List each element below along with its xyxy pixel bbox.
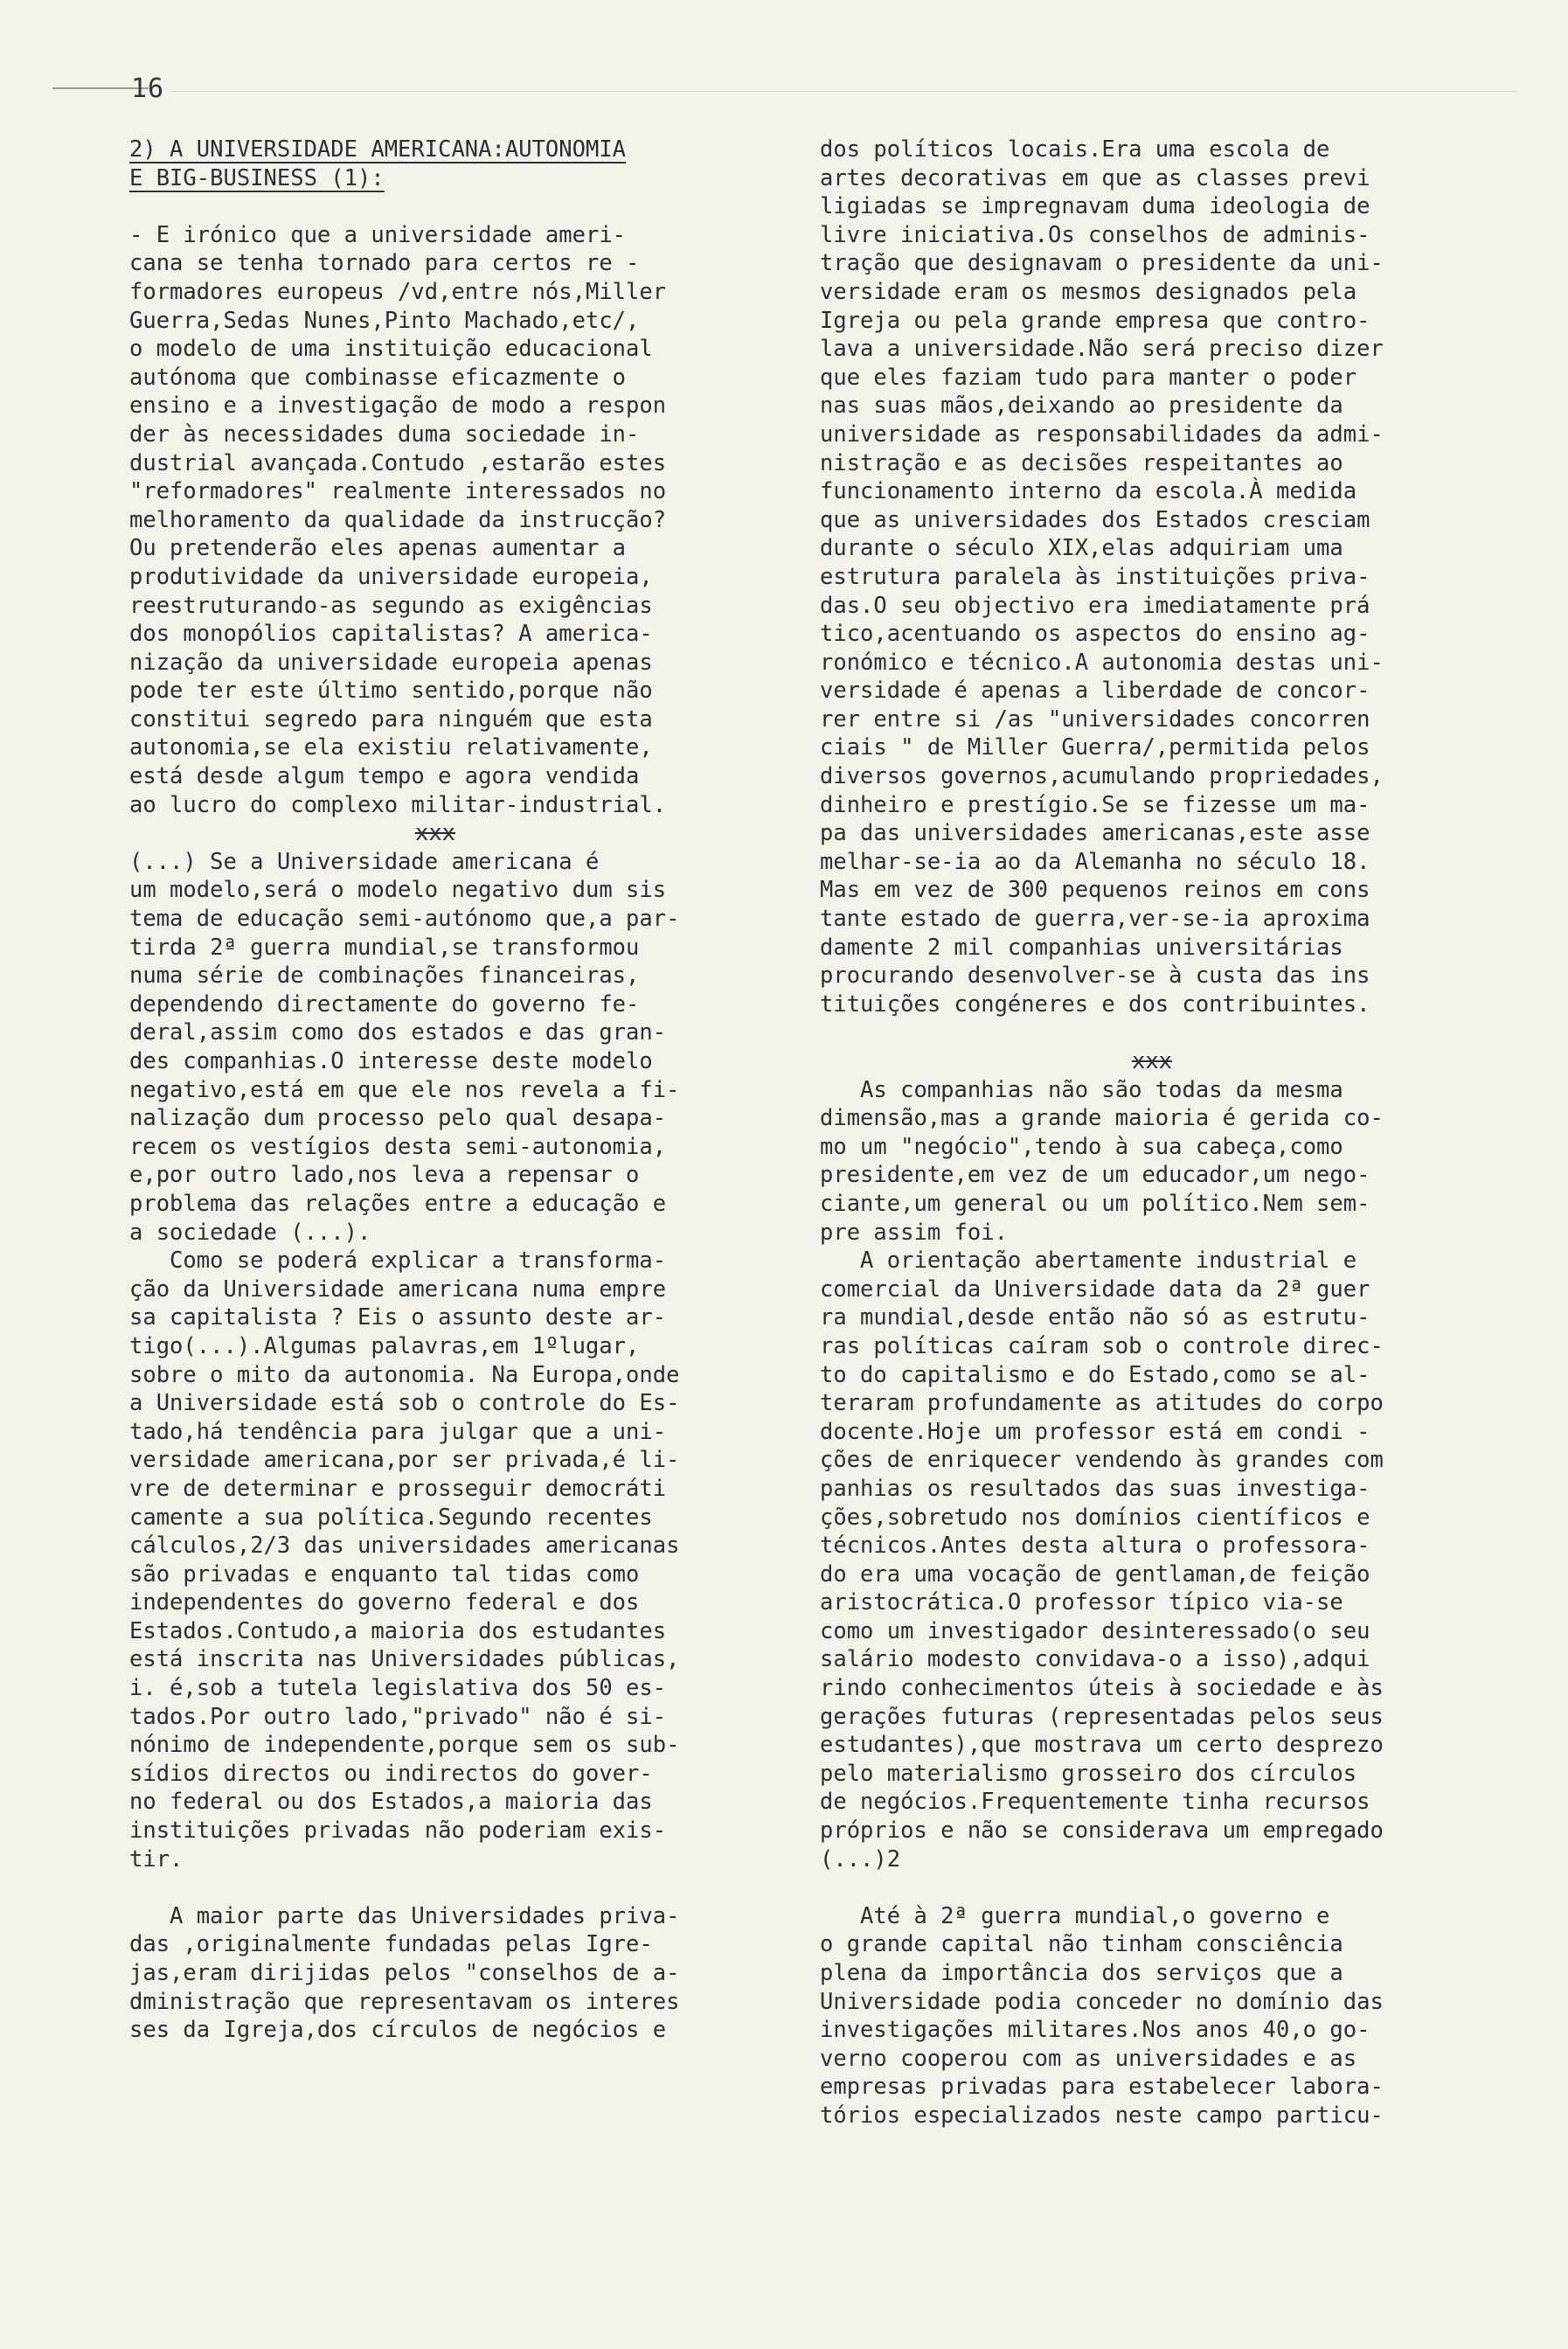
text-line: Mas em vez de 300 pequenos reinos em cons: [820, 877, 1370, 904]
text-line: das.O seu objectivo era imediatamente prá: [820, 592, 1370, 619]
text-line: nónimo de independente,porque sem os sub-: [129, 1732, 680, 1759]
text-line: sa capitalista ? Eis o assunto deste ar-: [129, 1304, 667, 1331]
text-line: dministração que representavam os interes: [129, 1988, 680, 2015]
text-line: está desde algum tempo e agora vendida: [129, 763, 640, 790]
text-line: pre assim foi.: [820, 1219, 1008, 1246]
text-line: negativo,está em que ele nos revela a fi-: [129, 1076, 680, 1103]
text-line: comercial da Universidade data da 2ª guer: [820, 1275, 1370, 1303]
text-line: aristocrática.O professor típico via-se: [820, 1589, 1343, 1616]
section-heading-line: 2) A UNIVERSIDADE AMERICANA:AUTONOMIA: [129, 136, 627, 163]
text-line: presidente,em vez de um educador,um nego-: [820, 1162, 1370, 1189]
text-line: A maior parte das Universidades priva-: [129, 1902, 680, 1929]
text-line: gerações futuras (representadas pelos seus: [820, 1703, 1384, 1730]
text-line: dimensão,mas a grande maioria é gerida co-: [820, 1105, 1384, 1132]
text-line: tados.Por outro lado,"privado" não é si-: [129, 1703, 667, 1730]
text-line: versidade é apenas a liberdade de concor-: [820, 678, 1370, 705]
text-line: ras políticas caíram sob o controle direc-: [820, 1332, 1384, 1359]
text-line: cálculos,2/3 das universidades americanas: [129, 1532, 680, 1560]
text-line: Universidade podia conceder no domínio das: [820, 1988, 1384, 2015]
text-line: i. é,sob a tutela legislativa dos 50 es-: [129, 1675, 667, 1702]
text-line: técnicos.Antes desta altura o professora-: [820, 1532, 1370, 1560]
text-line: ligiadas se impregnavam duma ideologia de: [820, 193, 1370, 220]
text-line: independentes do governo federal e dos: [129, 1589, 640, 1616]
text-line: tado,há tendência para julgar que a uni-: [129, 1418, 667, 1445]
text-line: (...)2: [820, 1845, 901, 1873]
text-line: como um investigador desinteressado(o seu: [820, 1617, 1370, 1644]
text-line: está inscrita nas Universidades públicas,: [129, 1646, 680, 1673]
text-line: empresas privadas para estabelecer labora-: [820, 2074, 1384, 2101]
text-line: ções de enriquecer vendendo às grandes com: [820, 1447, 1384, 1474]
text-line: As companhias não são todas da mesma: [820, 1076, 1343, 1103]
text-line: deral,assim como dos estados e das gran-: [129, 1019, 667, 1046]
text-line: que eles faziam tudo para manter o poder: [820, 364, 1357, 391]
text-line: tigo(...).Algumas palavras,em 1ºlugar,: [129, 1332, 640, 1359]
text-line: rer entre si /as "universidades concorren: [820, 705, 1370, 733]
text-line: tituições congéneres e dos contribuintes.: [820, 990, 1370, 1018]
text-line: "reformadores" realmente interessados no: [129, 478, 667, 505]
text-line: ronómico e técnico.A autonomia destas uni-: [820, 649, 1384, 676]
text-line: ao lucro do complexo militar-industrial.: [129, 791, 667, 818]
text-line: são privadas e enquanto tal tidas como: [129, 1560, 640, 1588]
text-line: investigações militares.Nos anos 40,o go-: [820, 2017, 1370, 2044]
text-line: lava a universidade.Não será preciso dizer: [820, 336, 1384, 363]
text-line: jas,eram dirijidas pelos "conselhos de a-: [129, 1960, 680, 1986]
text-line: vre de determinar e prosseguir democráti: [129, 1475, 667, 1502]
text-line: nistração e as decisões respeitantes ao: [820, 449, 1343, 476]
section-heading-line: E BIG-BUSINESS (1):: [129, 164, 385, 191]
text-line: tico,acentuando os aspectos do ensino ag-: [820, 621, 1370, 648]
blank-line: [820, 1018, 1484, 1047]
section-separator: xxx: [414, 820, 456, 847]
text-line: reestruturando-as segundo as exigências: [129, 592, 653, 619]
text-line: damente 2 mil companhias universitárias: [820, 934, 1343, 961]
text-line: Estados.Contudo,a maioria dos estudantes: [129, 1617, 667, 1644]
text-line: formadores europeus /vd,entre nós,Miller: [129, 278, 667, 305]
text-line: ensino e a investigação de modo a respon: [129, 393, 667, 420]
blank-line: [820, 1873, 1484, 1902]
text-line: numa série de combinações financeiras,: [129, 963, 640, 990]
text-line: Igreja ou pela grande empresa que contro-: [820, 307, 1370, 334]
text-line: ção da Universidade americana numa empre: [129, 1275, 667, 1303]
text-line: dustrial avançada.Contudo ,estarão estes: [129, 449, 667, 476]
text-line: docente.Hoje um professor está em condi -: [820, 1418, 1370, 1445]
text-line: artes decorativas em que as classes previ: [820, 164, 1370, 191]
text-line: verno cooperou com as universidades e as: [820, 2045, 1357, 2072]
text-line: nalização dum processo pelo qual desapa-: [129, 1105, 667, 1132]
text-line: plena da importância dos serviços que a: [820, 1960, 1343, 1986]
section-separator: xxx: [1131, 1048, 1173, 1074]
text-line: A orientação abertamente industrial e: [820, 1247, 1357, 1275]
text-line: camente a sua política.Segundo recentes: [129, 1504, 653, 1531]
text-line: pa das universidades americanas,este asse: [820, 820, 1370, 847]
text-line: estrutura paralela às instituições priva-: [820, 563, 1370, 590]
text-line: panhias os resultados das suas investiga-: [820, 1475, 1370, 1502]
text-line: ra mundial,desde então não só as estrutu-: [820, 1304, 1370, 1331]
text-line: - E irónico que a universidade ameri-: [129, 221, 627, 248]
text-line: ções,sobretudo nos domínios científicos e: [820, 1504, 1370, 1531]
text-line: de negócios.Frequentemente tinha recursos: [820, 1789, 1370, 1816]
text-line: ciante,um general ou um político.Nem sem-: [820, 1190, 1370, 1217]
blank-line: [129, 1873, 741, 1902]
text-line: no federal ou dos Estados,a maioria das: [129, 1789, 653, 1816]
right-column: [820, 136, 1484, 2130]
text-line: (...) Se a Universidade americana é: [129, 848, 600, 875]
text-line: um modelo,será o modelo negativo dum sis: [129, 877, 667, 904]
blank-line: [129, 192, 741, 221]
text-line: rindo conhecimentos úteis à sociedade e às: [820, 1675, 1384, 1702]
text-line: melhar-se-ia ao da Alemanha no século 18.: [820, 848, 1370, 875]
text-line: der às necessidades duma sociedade in-: [129, 420, 640, 448]
text-line: procurando desenvolver-se à custa das ins: [820, 963, 1370, 990]
text-line: salário modesto convidava-o a isso),adqui: [820, 1646, 1370, 1673]
text-line: recem os vestígios desta semi-autonomia,: [129, 1133, 667, 1160]
text-line: tração que designavam o presidente da uni-: [820, 250, 1384, 277]
text-line: produtividade da universidade europeia,: [129, 563, 653, 590]
text-line: autónoma que combinasse eficazmente o: [129, 364, 627, 391]
text-line: nas suas mãos,deixando ao presidente da: [820, 393, 1343, 420]
text-line: livre iniciativa.Os conselhos de adminis-: [820, 221, 1370, 248]
text-line: o modelo de uma instituição educacional: [129, 336, 653, 363]
text-line: tante estado de guerra,ver-se-ia aproxima: [820, 906, 1370, 933]
text-line: durante o século XIX,elas adquiriam uma: [820, 535, 1343, 562]
text-line: autonomia,se ela existiu relativamente,: [129, 734, 653, 761]
text-line: diversos governos,acumulando propriedades,: [820, 763, 1384, 790]
text-line: versidade eram os mesmos designados pela: [820, 278, 1357, 305]
text-line: das ,originalmente fundadas pelas Igre-: [129, 1931, 653, 1958]
text-line: dinheiro e prestígio.Se se fizesse um ma-: [820, 791, 1370, 818]
text-line: ses da Igreja,dos círculos de negócios e: [129, 2017, 667, 2044]
text-line: constitui segredo para ninguém que esta: [129, 705, 653, 733]
text-line: mo um "negócio",tendo à sua cabeça,como: [820, 1133, 1343, 1160]
text-line: Como se poderá explicar a transforma-: [129, 1247, 667, 1275]
text-line: versidade americana,por ser privada,é li-: [129, 1447, 680, 1474]
text-line: que as universidades dos Estados cresciam: [820, 506, 1370, 533]
text-line: estudantes),que mostrava um certo desprezo: [820, 1732, 1384, 1759]
page-number: 16: [131, 73, 165, 104]
text-line: universidade as responsabilidades da admi-: [820, 420, 1384, 448]
text-line: Guerra,Sedas Nunes,Pinto Machado,etc/,: [129, 307, 640, 334]
text-line: tórios especializados neste campo particu-: [820, 2102, 1384, 2129]
text-line: e,por outro lado,nos leva a repensar o: [129, 1162, 640, 1189]
text-line: dependendo directamente do governo fe-: [129, 990, 640, 1018]
text-line: melhoramento da qualidade da instrucção?: [129, 506, 667, 533]
text-line: a sociedade (...).: [129, 1219, 371, 1246]
text-line: sobre o mito da autonomia. Na Europa,onde: [129, 1361, 680, 1388]
text-line: instituições privadas não poderiam exis-: [129, 1817, 667, 1845]
text-line: do era uma vocação de gentlaman,de feição: [820, 1560, 1370, 1588]
text-line: tema de educação semi-autónomo que,a par-: [129, 906, 680, 933]
left-column: [129, 136, 741, 2045]
text-line: pelo materialismo grosseiro dos círculos: [820, 1760, 1357, 1787]
top-rule-faint: [171, 91, 1517, 92]
text-line: problema das relações entre a educação e: [129, 1190, 667, 1217]
text-line: tir.: [129, 1845, 184, 1873]
text-line: dos monopólios capitalistas? A america-: [129, 621, 653, 648]
text-line: cana se tenha tornado para certos re -: [129, 250, 640, 277]
text-line: to do capitalismo e do Estado,como se al-: [820, 1361, 1370, 1388]
text-line: ciais " de Miller Guerra/,permitida pelos: [820, 734, 1370, 761]
text-line: pode ter este último sentido,porque não: [129, 678, 653, 705]
text-line: funcionamento interno da escola.À medida: [820, 478, 1357, 505]
text-line: dos políticos locais.Era uma escola de: [820, 136, 1330, 163]
text-line: a Universidade está sob o controle do Es-: [129, 1390, 680, 1417]
text-line: o grande capital não tinham consciência: [820, 1931, 1343, 1958]
text-line: Até à 2ª guerra mundial,o governo e: [820, 1902, 1330, 1929]
text-line: des companhias.O interesse deste modelo: [129, 1048, 653, 1074]
text-line: tirda 2ª guerra mundial,se transformou: [129, 934, 640, 961]
text-line: nização da universidade europeia apenas: [129, 649, 653, 676]
text-line: teraram profundamente as atitudes do corpo: [820, 1390, 1384, 1417]
text-line: sídios directos ou indirectos do gover-: [129, 1760, 653, 1787]
text-line: próprios e não se considerava um empregado: [820, 1817, 1384, 1845]
text-line: Ou pretenderão eles apenas aumentar a: [129, 535, 627, 562]
